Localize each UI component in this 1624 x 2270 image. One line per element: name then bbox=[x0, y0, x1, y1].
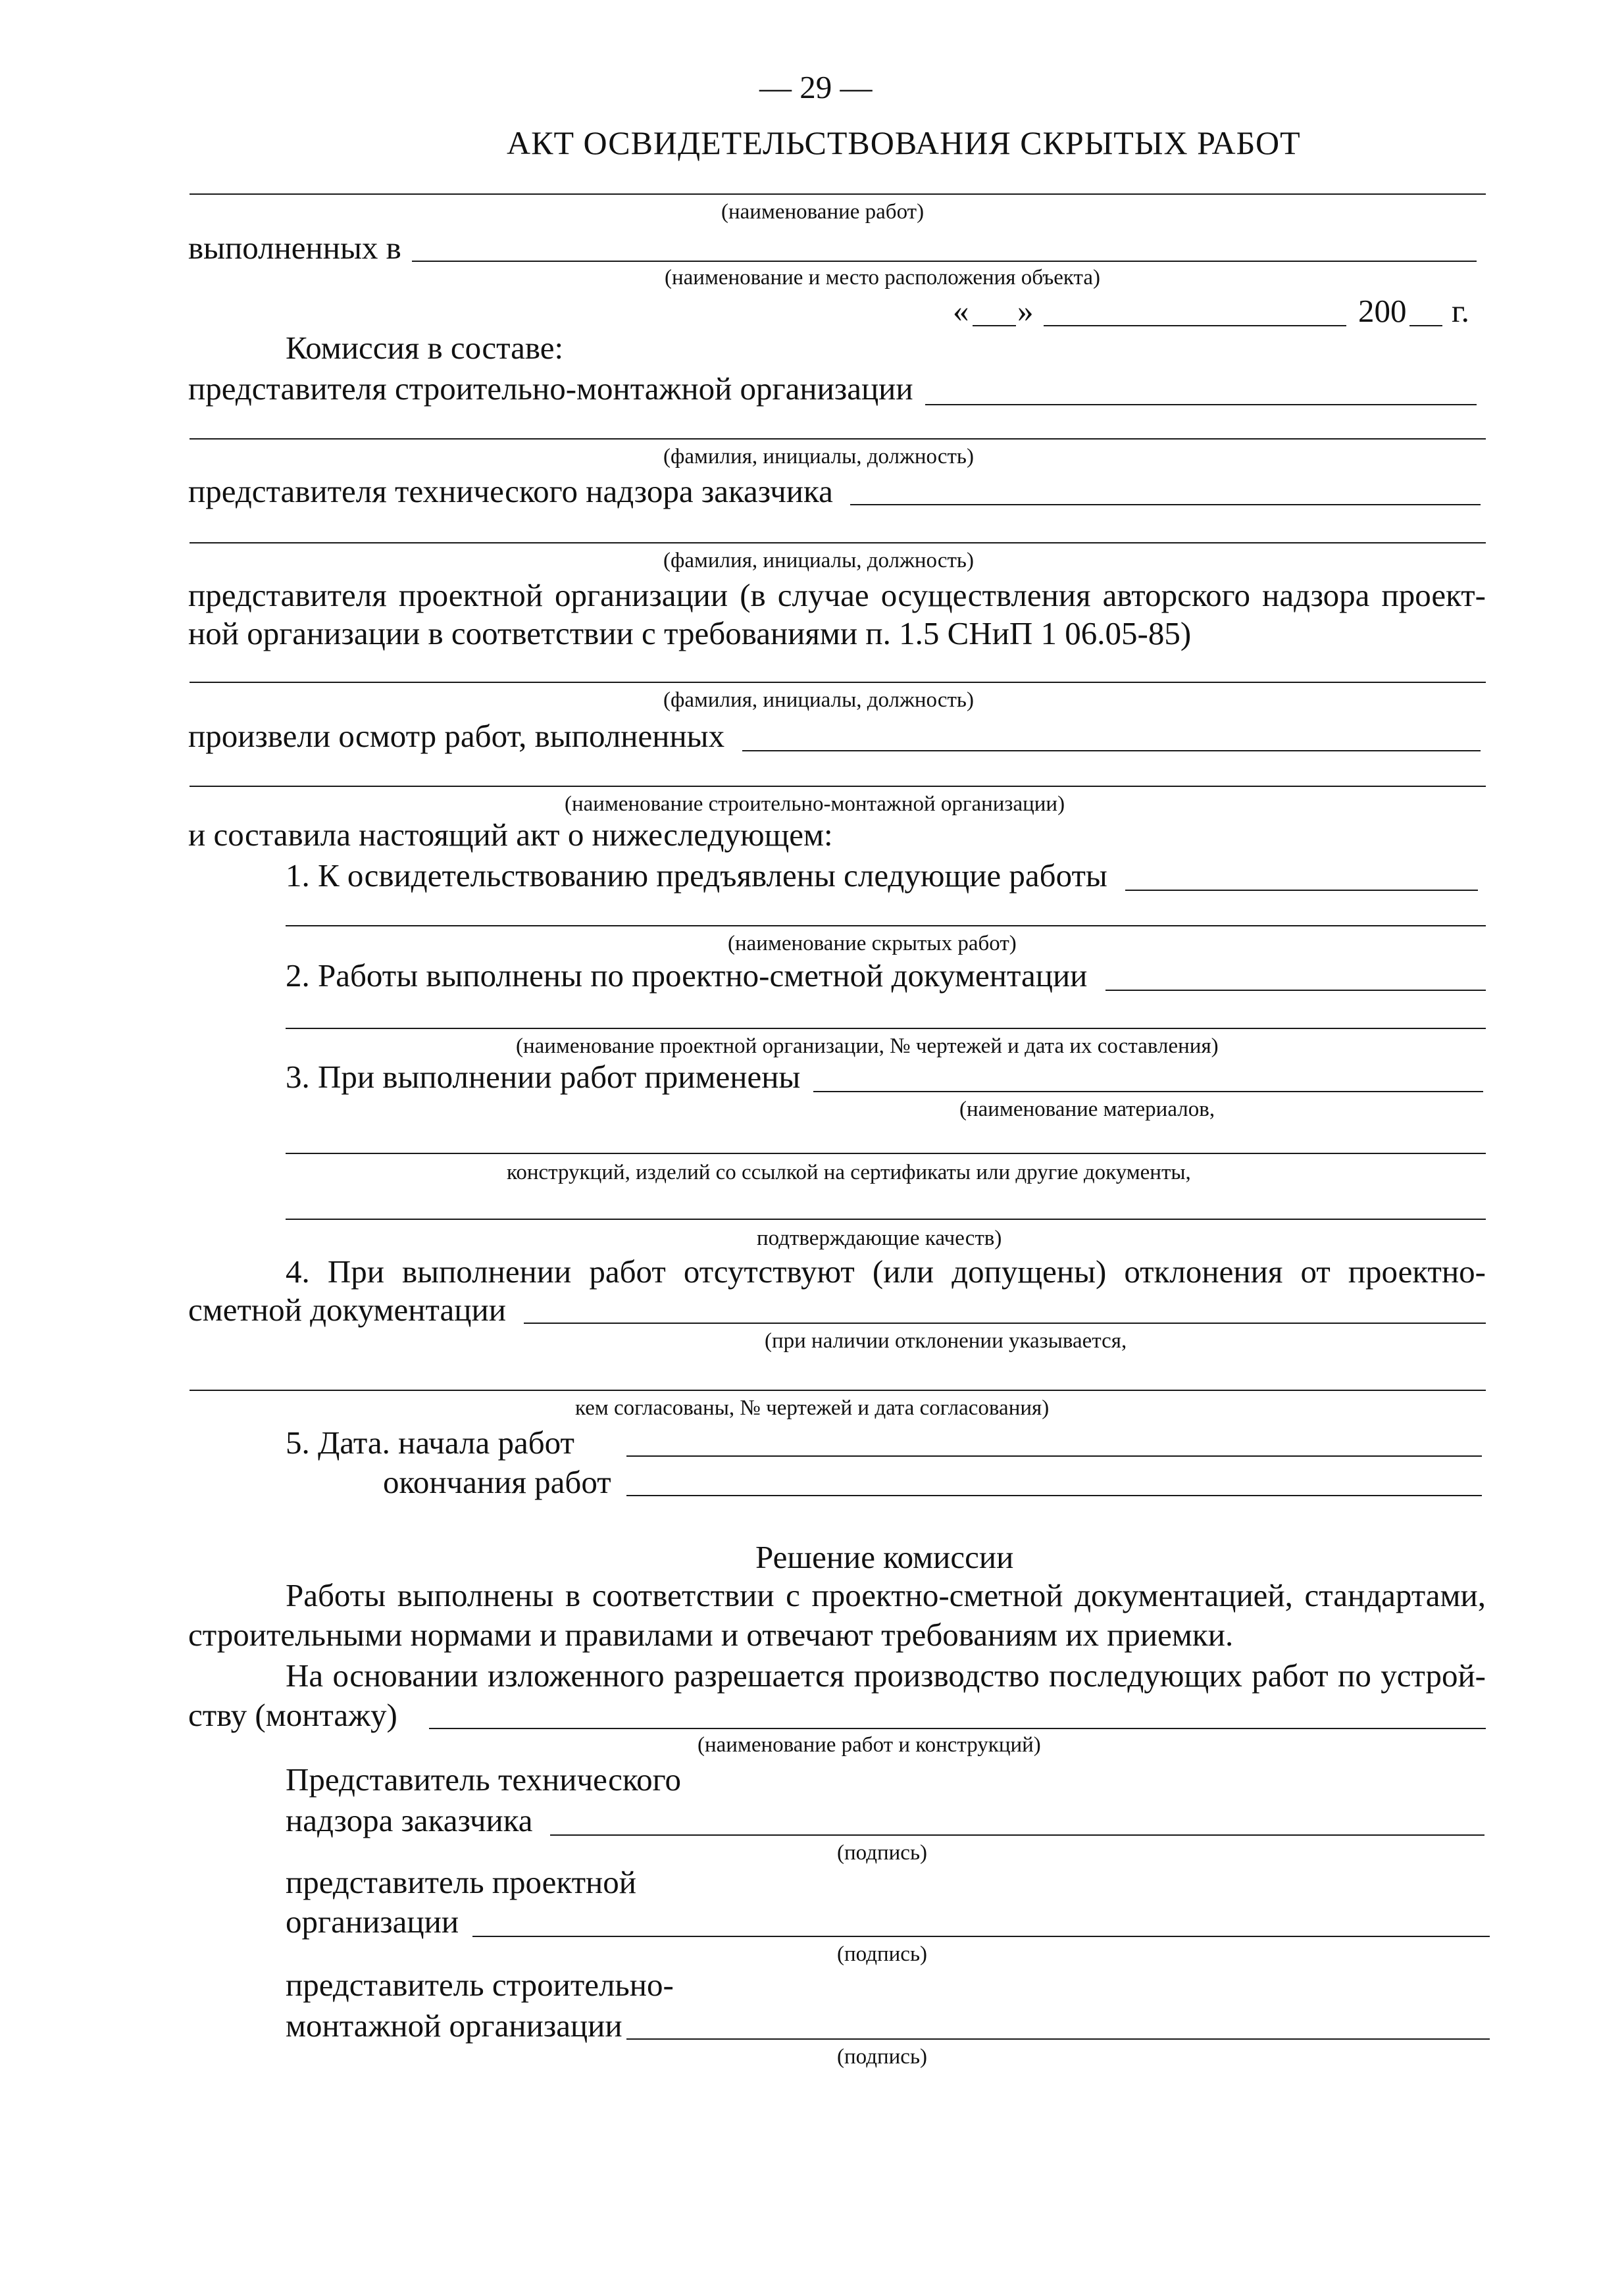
performed-in-label: выполненных в bbox=[188, 230, 401, 266]
decision-para-1-line-2: строительными нормами и правилами и отвечают требованиям их приемки. bbox=[188, 1617, 1234, 1653]
decision-para-1-line-1: Работы выполнены в соответствии с проектно-сметной документацией, стандартами, bbox=[286, 1577, 1486, 1613]
deviation-hint-1: (при наличии отклонении указывается, bbox=[765, 1329, 1127, 1353]
page-number: — 29 — bbox=[759, 69, 873, 105]
item-1-field-2[interactable] bbox=[286, 925, 1486, 926]
date-quote-open: « bbox=[953, 293, 969, 329]
date-quote-close: » bbox=[1017, 293, 1034, 329]
item-1-field[interactable] bbox=[1125, 890, 1478, 891]
date-month-field[interactable] bbox=[1044, 325, 1346, 326]
rep-construction-field[interactable] bbox=[925, 404, 1477, 405]
item-3-field-2[interactable] bbox=[286, 1153, 1486, 1154]
sig-constr-line-2: монтажной организации bbox=[286, 2007, 622, 2044]
hidden-works-hint: (наименование скрытых работ) bbox=[728, 932, 1017, 955]
project-org-hint: (наименование проектной организации, № чертежей и дата их составления) bbox=[516, 1034, 1219, 1058]
date-day-field[interactable] bbox=[973, 325, 1016, 326]
sig-tech-line-1: Представитель технического bbox=[286, 1761, 682, 1798]
date-year-field[interactable] bbox=[1409, 325, 1442, 326]
person-hint-1: (фамилия, инициалы, должность) bbox=[663, 445, 974, 468]
commission-label: Комиссия в составе: bbox=[286, 330, 564, 366]
object-name-hint: (наименование и место расположения объекта) bbox=[665, 266, 1100, 290]
item-3-label: 3. При выполнении работ применены bbox=[286, 1059, 801, 1095]
item-4-line-2: сметной документации bbox=[188, 1292, 506, 1328]
item-5-end-label: окончания работ bbox=[383, 1464, 611, 1500]
decision-heading: Решение комиссии bbox=[755, 1539, 1014, 1575]
inspected-label: произвели осмотр работ, выполненных bbox=[188, 718, 725, 754]
sig-constr-line-1: представитель строительно- bbox=[286, 1967, 674, 2003]
compiled-label: и составила настоящий акт о нижеследующем: bbox=[188, 817, 833, 853]
rep-construction-field-2[interactable] bbox=[190, 438, 1486, 440]
item-2-label: 2. Работы выполнены по проектно-сметной документации bbox=[286, 957, 1088, 994]
works-name-hint: (наименование работ) bbox=[721, 200, 925, 224]
date-year-suffix: г. bbox=[1452, 293, 1469, 329]
item-3-field[interactable] bbox=[813, 1091, 1483, 1092]
rep-tech-field[interactable] bbox=[850, 504, 1481, 505]
rep-project-line-2: ной организации в соответствии с требованиями п. 1.5 СНиП 1 06.05-85) bbox=[188, 615, 1192, 651]
sig-tech-line-2: надзора заказчика bbox=[286, 1802, 533, 1838]
rep-project-field[interactable] bbox=[190, 682, 1486, 683]
inspected-field[interactable] bbox=[742, 750, 1481, 751]
works-name-field[interactable] bbox=[190, 193, 1486, 195]
inspected-field-2[interactable] bbox=[190, 786, 1486, 787]
following-works-field[interactable] bbox=[429, 1728, 1486, 1729]
org-name-hint: (наименование строительно-монтажной организации) bbox=[565, 792, 1065, 816]
materials-hint-3: подтверждающие качеств) bbox=[757, 1226, 1002, 1250]
rep-tech-label: представителя технического надзора заказчика bbox=[188, 473, 833, 509]
item-4-field-2[interactable] bbox=[190, 1390, 1486, 1391]
works-constructions-hint: (наименование работ и конструкций) bbox=[698, 1733, 1041, 1757]
rep-project-line-1: представителя проектной организации (в случае осуществления авторского надзора проект- bbox=[188, 577, 1486, 613]
date-year-prefix: 200 bbox=[1358, 293, 1407, 329]
item-5-start-field[interactable] bbox=[626, 1455, 1482, 1457]
sig-proj-field[interactable] bbox=[472, 1936, 1490, 1937]
rep-tech-field-2[interactable] bbox=[190, 542, 1486, 543]
deviation-hint-2: кем согласованы, № чертежей и дата согласования) bbox=[575, 1396, 1050, 1420]
object-name-field[interactable] bbox=[412, 261, 1477, 262]
person-hint-3: (фамилия, инициалы, должность) bbox=[663, 688, 974, 712]
item-4-field[interactable] bbox=[524, 1323, 1486, 1324]
decision-para-2-line-2: ству (монтажу) bbox=[188, 1697, 397, 1733]
sig-tech-field[interactable] bbox=[550, 1834, 1484, 1836]
materials-hint-2: конструкций, изделий со ссылкой на сертификаты или другие документы, bbox=[507, 1161, 1191, 1184]
item-2-field-2[interactable] bbox=[286, 1028, 1486, 1029]
signature-hint-2: (подпись) bbox=[837, 1942, 927, 1966]
item-2-field[interactable] bbox=[1105, 990, 1486, 991]
sig-constr-field[interactable] bbox=[626, 2038, 1490, 2040]
item-3-field-3[interactable] bbox=[286, 1219, 1486, 1220]
signature-hint-1: (подпись) bbox=[837, 1841, 927, 1865]
person-hint-2: (фамилия, инициалы, должность) bbox=[663, 549, 974, 572]
sig-proj-line-2: организации bbox=[286, 1904, 459, 1940]
item-5-end-field[interactable] bbox=[626, 1495, 1482, 1496]
item-5-start-label: 5. Дата. начала работ bbox=[286, 1425, 574, 1461]
item-4-line-1: 4. При выполнении работ отсутствуют (или допущены) отклонения от проектно- bbox=[286, 1253, 1486, 1290]
item-1-label: 1. К освидетельствованию предъявлены следующие работы bbox=[286, 857, 1107, 894]
document-title: АКТ ОСВИДЕТЕЛЬСТВОВАНИЯ СКРЫТЫХ РАБОТ bbox=[507, 124, 1301, 161]
sig-proj-line-1: представитель проектной bbox=[286, 1864, 636, 1900]
materials-hint-1: (наименование материалов, bbox=[959, 1097, 1215, 1121]
decision-para-2-line-1: На основании изложенного разрешается производство последующих работ по устрой- bbox=[286, 1657, 1486, 1694]
rep-construction-label: представителя строительно-монтажной организации bbox=[188, 370, 913, 407]
signature-hint-3: (подпись) bbox=[837, 2045, 927, 2069]
